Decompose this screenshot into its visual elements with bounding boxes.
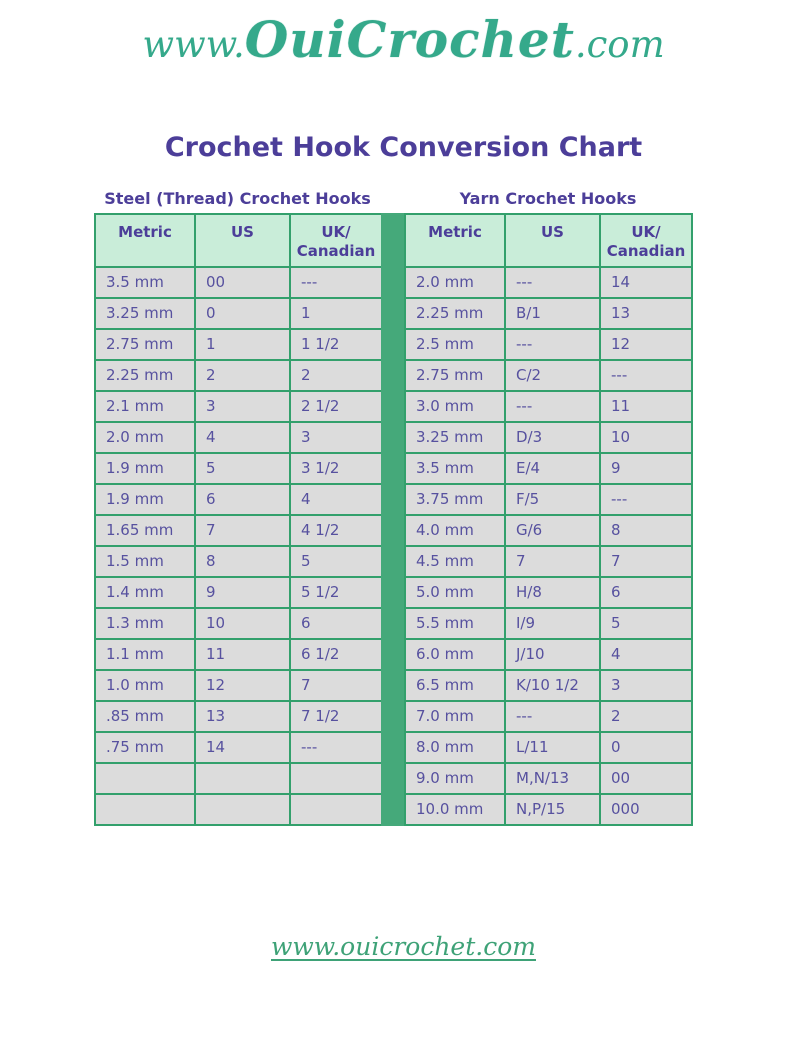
uk-canadian-cell: 5 1/2 [290,577,382,608]
table-row [405,453,692,484]
uk-canadian-cell [290,763,382,794]
metric-cell: 5.5 mm [405,608,505,639]
us-cell: 7 [505,546,600,577]
yarn-section-title: Yarn Crochet Hooks [459,189,637,208]
table-row [405,546,692,577]
table-row [95,329,382,360]
table-row [95,577,382,608]
conversion-tables [94,189,692,826]
uk-canadian-cell: 000 [600,794,692,825]
metric-column-header: Metric [95,214,195,267]
uk-canadian-cell: --- [600,360,692,391]
metric-cell: 4.5 mm [405,546,505,577]
table-row [405,484,692,515]
table-row [405,577,692,608]
metric-cell: 2.5 mm [405,329,505,360]
uk-canadian-cell: 3 1/2 [290,453,382,484]
steel-section-title: Steel (Thread) Crochet Hooks [104,189,371,208]
metric-cell: 2.0 mm [95,422,195,453]
metric-cell: 2.25 mm [95,360,195,391]
uk-canadian-cell [290,794,382,825]
uk-canadian-cell: 5 [600,608,692,639]
us-cell: G/6 [505,515,600,546]
metric-cell: 1.9 mm [95,453,195,484]
us-cell: --- [505,701,600,732]
us-cell: --- [505,391,600,422]
us-cell: F/5 [505,484,600,515]
metric-cell: 2.25 mm [405,298,505,329]
us-column-header: US [195,214,290,267]
metric-cell: 1.65 mm [95,515,195,546]
table-row [405,422,692,453]
uk-canadian-cell: 10 [600,422,692,453]
uk-canadian-cell: 9 [600,453,692,484]
table-row [95,453,382,484]
us-cell: 12 [195,670,290,701]
table-row [95,515,382,546]
page-title: Crochet Hook Conversion Chart [164,132,643,163]
table-row [95,298,382,329]
uk-canadian-cell: 5 [290,546,382,577]
us-cell: 1 [195,329,290,360]
table-row [95,639,382,670]
uk-canadian-cell: 6 [290,608,382,639]
metric-cell: .75 mm [95,732,195,763]
table-row [95,422,382,453]
us-cell: 0 [195,298,290,329]
uk-canadian-cell: 7 [290,670,382,701]
logo-prefix: www. [142,23,245,66]
uk-canadian-cell: 2 [290,360,382,391]
uk-canadian-cell: 1 1/2 [290,329,382,360]
logo-brand: OuiCrochet [244,10,575,69]
us-cell: L/11 [505,732,600,763]
us-cell: J/10 [505,639,600,670]
uk-canadian-cell: 1 [290,298,382,329]
uk-canadian-cell: 7 [600,546,692,577]
us-cell [195,794,290,825]
table-row [405,670,692,701]
table-row [95,701,382,732]
us-cell: H/8 [505,577,600,608]
uk-canadian-cell: 00 [600,763,692,794]
uk-canadian-cell: 2 [600,701,692,732]
us-cell: 7 [195,515,290,546]
metric-cell: 3.25 mm [95,298,195,329]
us-cell: 4 [195,422,290,453]
metric-column-header: Metric [405,214,505,267]
metric-cell: 8.0 mm [405,732,505,763]
table-row [95,794,382,825]
uk-canadian-cell: 7 1/2 [290,701,382,732]
us-column-header: US [505,214,600,267]
metric-cell: 2.1 mm [95,391,195,422]
us-cell: 00 [195,267,290,298]
table-row [405,267,692,298]
uk-canadian-cell: --- [290,732,382,763]
table-row [405,360,692,391]
uk-canadian-cell: 3 [290,422,382,453]
table-row [405,298,692,329]
metric-cell: 1.9 mm [95,484,195,515]
yarn-header-row [405,214,692,267]
metric-cell: 3.25 mm [405,422,505,453]
metric-cell [95,763,195,794]
table-row [405,639,692,670]
metric-cell: 1.3 mm [95,608,195,639]
us-cell: B/1 [505,298,600,329]
table-row [95,484,382,515]
table-row [95,267,382,298]
us-cell: 10 [195,608,290,639]
metric-cell: 3.75 mm [405,484,505,515]
table-row [95,670,382,701]
table-divider [381,213,404,826]
table-row [405,732,692,763]
us-cell: --- [505,267,600,298]
uk-canadian-cell: 0 [600,732,692,763]
us-cell: K/10 1/2 [505,670,600,701]
site-logo [0,0,807,85]
steel-hooks-section [94,189,381,826]
us-cell: I/9 [505,608,600,639]
us-cell: 13 [195,701,290,732]
us-cell: 5 [195,453,290,484]
table-row [95,732,382,763]
uk-canadian-cell: 12 [600,329,692,360]
metric-cell: 1.0 mm [95,670,195,701]
metric-cell: 4.0 mm [405,515,505,546]
yarn-hooks-table [404,213,693,826]
uk-canadian-cell: 4 [290,484,382,515]
us-cell: 11 [195,639,290,670]
footer-site-link[interactable]: www.ouicrochet.com [271,932,536,961]
steel-header-row [95,214,382,267]
uk-canadian-cell: --- [600,484,692,515]
table-row [95,360,382,391]
uk-canadian-cell: 14 [600,267,692,298]
metric-cell: 10.0 mm [405,794,505,825]
table-row [95,608,382,639]
uk-canadian-cell: 13 [600,298,692,329]
table-row [405,794,692,825]
footer [0,932,807,961]
metric-cell: 1.4 mm [95,577,195,608]
us-cell: D/3 [505,422,600,453]
table-row [405,608,692,639]
metric-cell: 9.0 mm [405,763,505,794]
metric-cell: 6.5 mm [405,670,505,701]
metric-cell: 6.0 mm [405,639,505,670]
uk-canadian-cell: 8 [600,515,692,546]
us-cell: C/2 [505,360,600,391]
metric-cell: 1.5 mm [95,546,195,577]
us-cell [195,763,290,794]
us-cell: 2 [195,360,290,391]
us-cell: 14 [195,732,290,763]
metric-cell: 3.0 mm [405,391,505,422]
metric-cell: 2.75 mm [95,329,195,360]
steel-hooks-table [94,213,383,826]
metric-cell [95,794,195,825]
metric-cell: 3.5 mm [405,453,505,484]
metric-cell: 3.5 mm [95,267,195,298]
metric-cell: 2.75 mm [405,360,505,391]
uk-canadian-cell: 11 [600,391,692,422]
us-cell: 6 [195,484,290,515]
us-cell: 9 [195,577,290,608]
metric-cell: 5.0 mm [405,577,505,608]
uk-canadian-column-header: UK/ Canadian [290,214,382,267]
metric-cell: 7.0 mm [405,701,505,732]
yarn-hooks-section [404,189,692,826]
us-cell: N,P/15 [505,794,600,825]
us-cell: 8 [195,546,290,577]
table-row [95,546,382,577]
uk-canadian-cell: 4 [600,639,692,670]
us-cell: --- [505,329,600,360]
uk-canadian-cell: 6 1/2 [290,639,382,670]
table-row [95,763,382,794]
metric-cell: .85 mm [95,701,195,732]
uk-canadian-cell: 2 1/2 [290,391,382,422]
uk-canadian-cell: --- [290,267,382,298]
metric-cell: 1.1 mm [95,639,195,670]
logo-suffix: .com [574,23,665,66]
table-row [405,391,692,422]
table-row [405,701,692,732]
uk-canadian-cell: 3 [600,670,692,701]
us-cell: 3 [195,391,290,422]
us-cell: M,N/13 [505,763,600,794]
table-row [405,329,692,360]
table-row [405,515,692,546]
uk-canadian-cell: 6 [600,577,692,608]
table-row [405,763,692,794]
uk-canadian-cell: 4 1/2 [290,515,382,546]
us-cell: E/4 [505,453,600,484]
uk-canadian-column-header: UK/ Canadian [600,214,692,267]
metric-cell: 2.0 mm [405,267,505,298]
table-row [95,391,382,422]
